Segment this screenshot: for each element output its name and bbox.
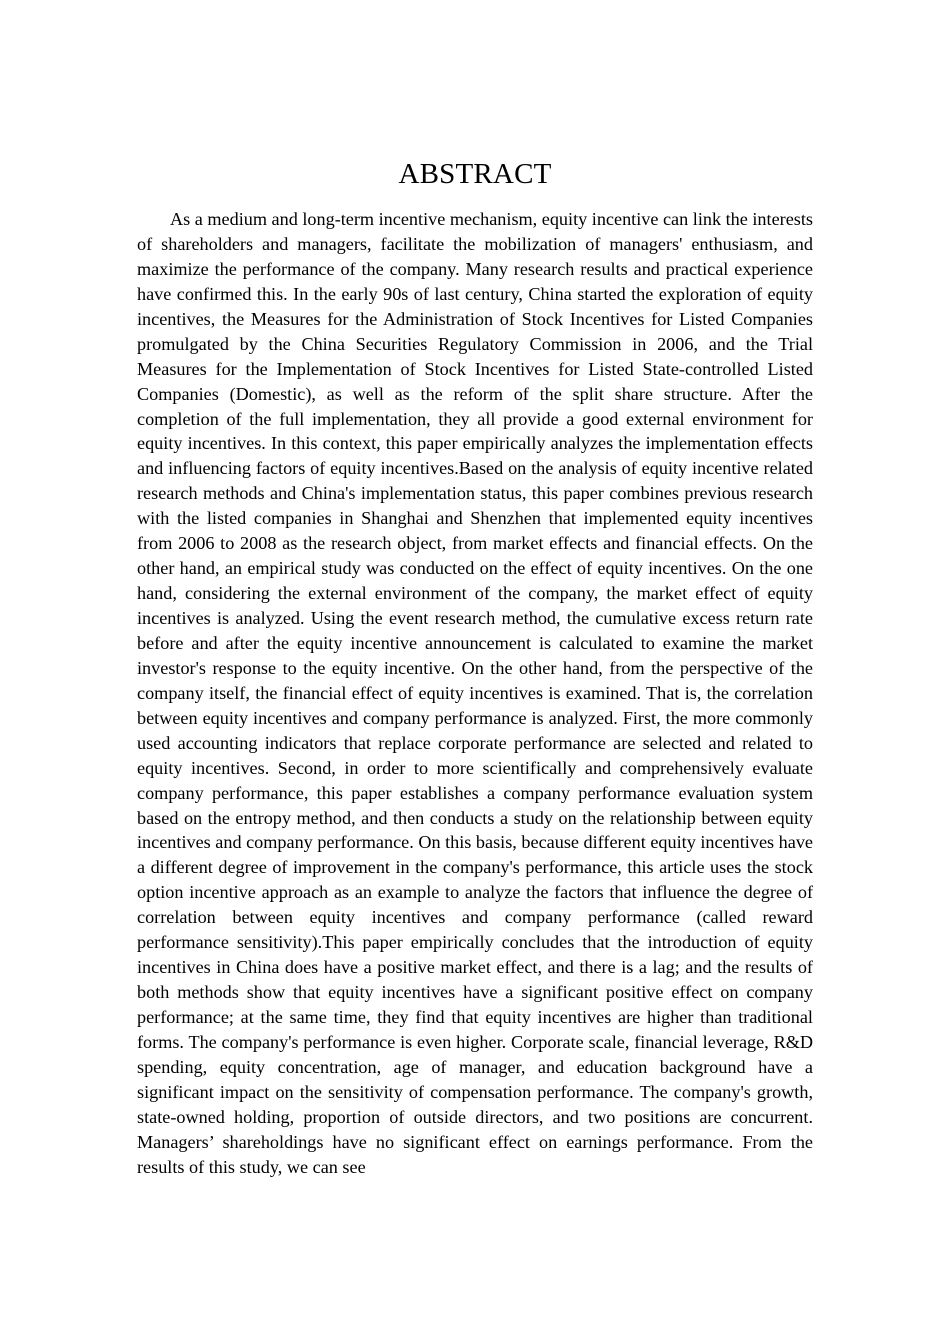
abstract-paragraph: As a medium and long-term incentive mechanism, equity incentive can link the interests of shareholders and managers, facilitate the mobilization of managers' enthusiasm, and maximize the performance of the company. Many research results and practical experience have confirmed this. In the early 90s of last century, China started the exploration of equity incentives, the Measures for the Administration of Stock Incentives for Listed Companies promulgated by the China Securities Regulatory Commission in 2006, and the Trial Measures for the Implementation of Stock Incentives for Listed State-controlled Listed Companies (Domestic), as well as the reform of the split share structure. After the completion of the full implementation, they all provide a good external environment for equity incentives. In this context, this paper empirically analyzes the implementation effects and influencing factors of equity incentives.Based on the analysis of equity incentive related research methods and China's implementation status, this paper combines previous research with the listed companies in Shanghai and Shenzhen that implemented equity incentives from 2006 to 2008 as the research object, from market effects and financial effects. On the other hand, an empirical study was conducted on the effect of equity incentives. On the one hand, considering the external environment of the company, the market effect of equity incentives is analyzed. Using the event research method, the cumulative excess return rate before and after the equity incentive announcement is calculated to examine the market investor's response to the equity incentive. On the other hand, from the perspective of the company itself, the financial effect of equity incentives is examined. That is, the correlation between equity incentives and company performance is analyzed. First, the more commonly used accounting indicators that replace corporate performance are selected and related to equity incentives. Second, in order to more scientifically and comprehensively evaluate company performance, this paper establishes a company performance evaluation system based on the entropy method, and then conducts a study on the relationship between equity incentives and company performance. On this basis, because different equity incentives have a different degree of improvement in the company's performance, this article uses the stock option incentive approach as an example to analyze the factors that influence the degree of correlation between equity incentives and company performance (called reward performance sensitivity).This paper empirically concludes that the introduction of equity incentives in China does have a positive market effect, and there is a lag; and the results of both methods show that equity incentives have a significant positive effect on company performance; at the same time, they find that equity incentives are higher than traditional forms. The company's performance is even higher. Corporate scale, financial leverage, R&D spending, equity concentration, age of manager, and education background have a significant impact on the sensitivity of compensation performance. The company's growth, state-owned holding, proportion of outside directors, and two positions are concurrent. Managers’ shareholdings have no significant effect on earnings performance. From the results of this study, we can see [137,209,813,1177]
abstract-title: ABSTRACT [398,158,552,190]
